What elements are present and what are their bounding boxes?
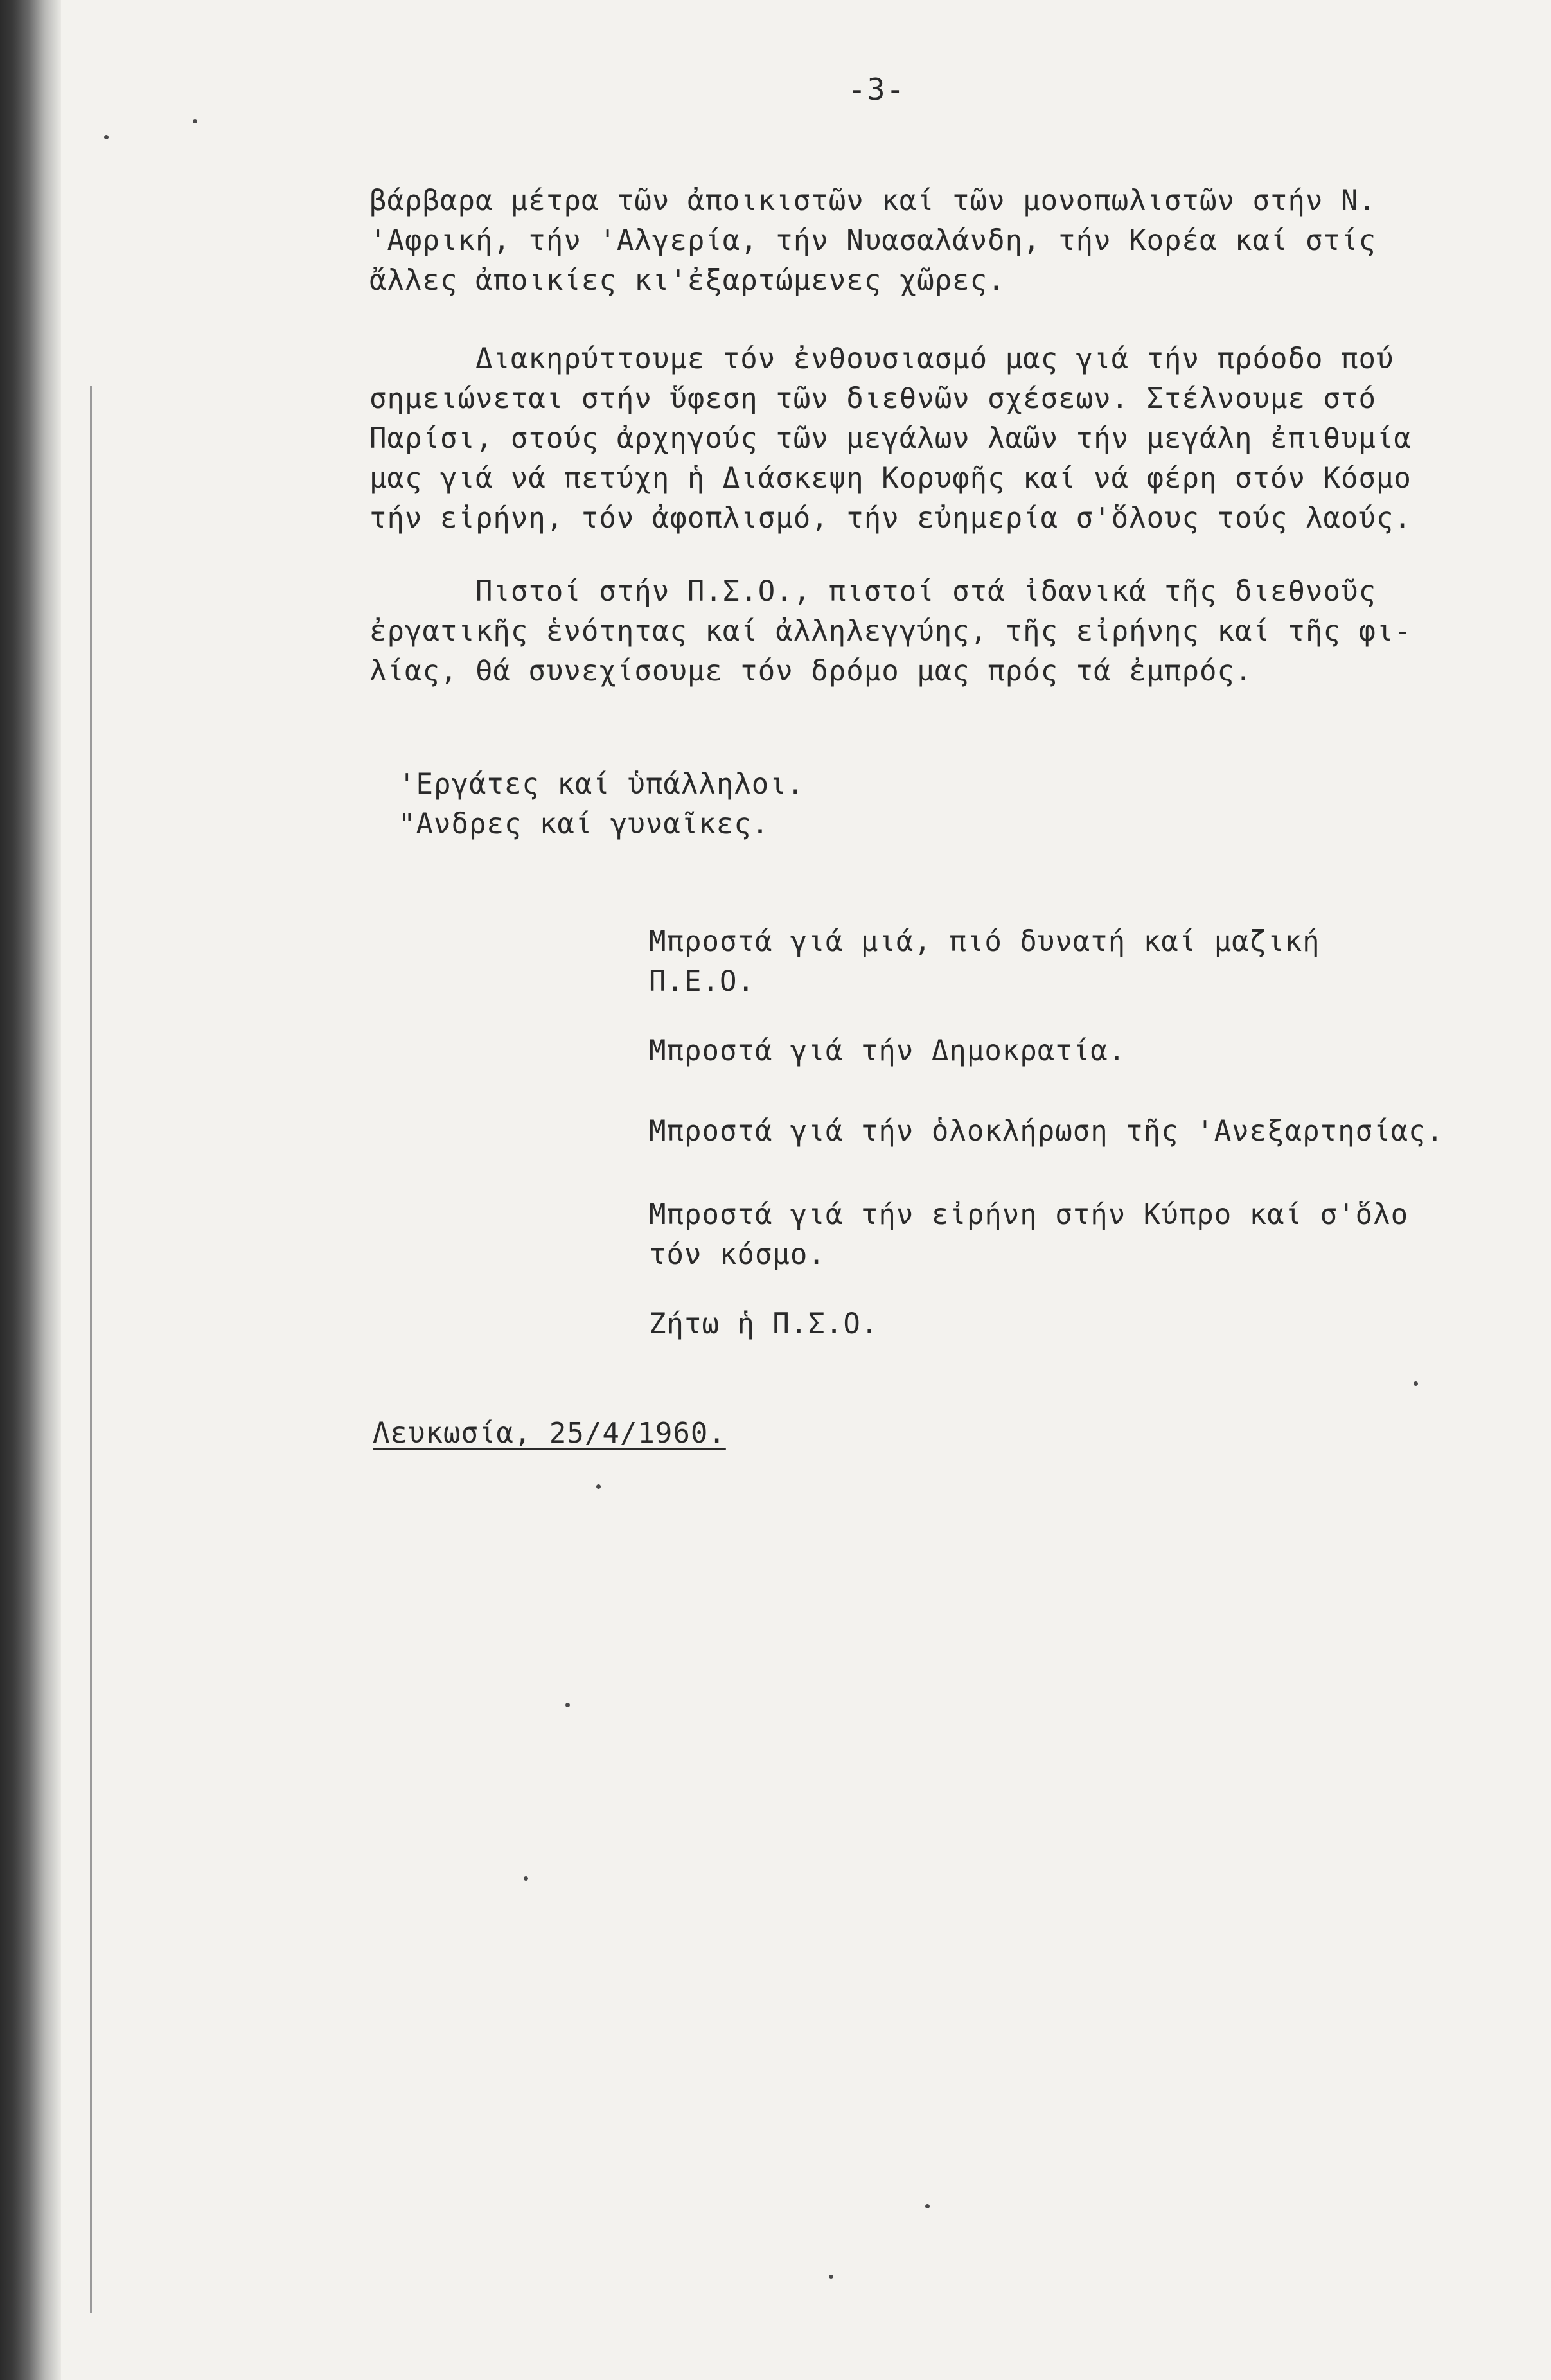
scan-speck xyxy=(829,2275,833,2279)
scan-speck xyxy=(524,1876,528,1881)
scan-speck xyxy=(565,1703,570,1707)
slogan-long-live: Ζήτω ἡ Π.Σ.Ο. xyxy=(649,1308,879,1340)
scan-speck xyxy=(596,1484,601,1489)
place-and-date: Λευκωσία, 25/4/1960. xyxy=(373,1417,726,1450)
binding-edge-shadow xyxy=(0,0,61,2380)
paragraph-international-relations: Διακηρύττουμε τόν ἐνθουσιασμό μας γιά τήν πρόοδο πού σημειώνεται στήν ὕφεση τῶν διεθνῶν σχέσεων. Στέλνουμε στό Παρίσι, στούς ἀρχηγούς τῶν μεγάλων λαῶν τήν μεγάλη ἐπιθυμία μας γιά νά πετύχη ἡ Διάσκεψη Κορυφῆς καί νά φέρη στόν Κόσμο τήν εἰρήνη, τόν ἀφοπλισμό, τήν εὐημερία σ'ὅλους τούς λαούς. xyxy=(369,342,1412,535)
scan-speck xyxy=(193,119,197,123)
page-number: -3- xyxy=(848,72,906,107)
address-men-women: "Ανδρες καί γυναῖκες. xyxy=(398,808,770,840)
scan-speck xyxy=(925,2204,930,2208)
scan-speck xyxy=(104,135,109,139)
slogan-stronger-union: Μπροστά γιά μιά, πιό δυνατή καί μαζική Π.Ε.Ο. xyxy=(649,925,1320,998)
slogan-independence: Μπροστά γιά τήν ὁλοκλήρωση τῆς 'Ανεξαρτησίας. xyxy=(649,1115,1444,1148)
slogan-peace: Μπροστά γιά τήν εἰρήνη στήν Κύπρο καί σ'ὅλο τόν κόσμο. xyxy=(649,1198,1409,1271)
paragraph-loyalty-wfp: Πιστοί στήν Π.Σ.Ο., πιστοί στά ἰδανικά τῆς διεθνοῦς ἐργατικῆς ἑνότητας καί ἀλληλεγγύης, τῆς εἰρήνης καί τῆς φι- λίας, θά συνεχίσουμε τόν δρόμο μας πρός τά ἐμπρός. xyxy=(369,575,1412,688)
address-workers: 'Εργάτες καί ὑπάλληλοι. xyxy=(398,768,805,801)
scan-speck xyxy=(1414,1381,1418,1386)
paragraph-colonial-measures: βάρβαρα μέτρα τῶν ἀποικιστῶν καί τῶν μονοπωλιστῶν στήν Ν. 'Αφρική, τήν 'Αλγερία, τήν Νυασαλάνδη, τήν Κορέα καί στίς ἄλλες ἀποικίες κι'ἐξαρτώμενες χῶρες. xyxy=(369,184,1376,297)
slogan-democracy: Μπροστά γιά τήν Δημοκρατία. xyxy=(649,1035,1126,1067)
scan-binding-line xyxy=(90,386,92,2313)
